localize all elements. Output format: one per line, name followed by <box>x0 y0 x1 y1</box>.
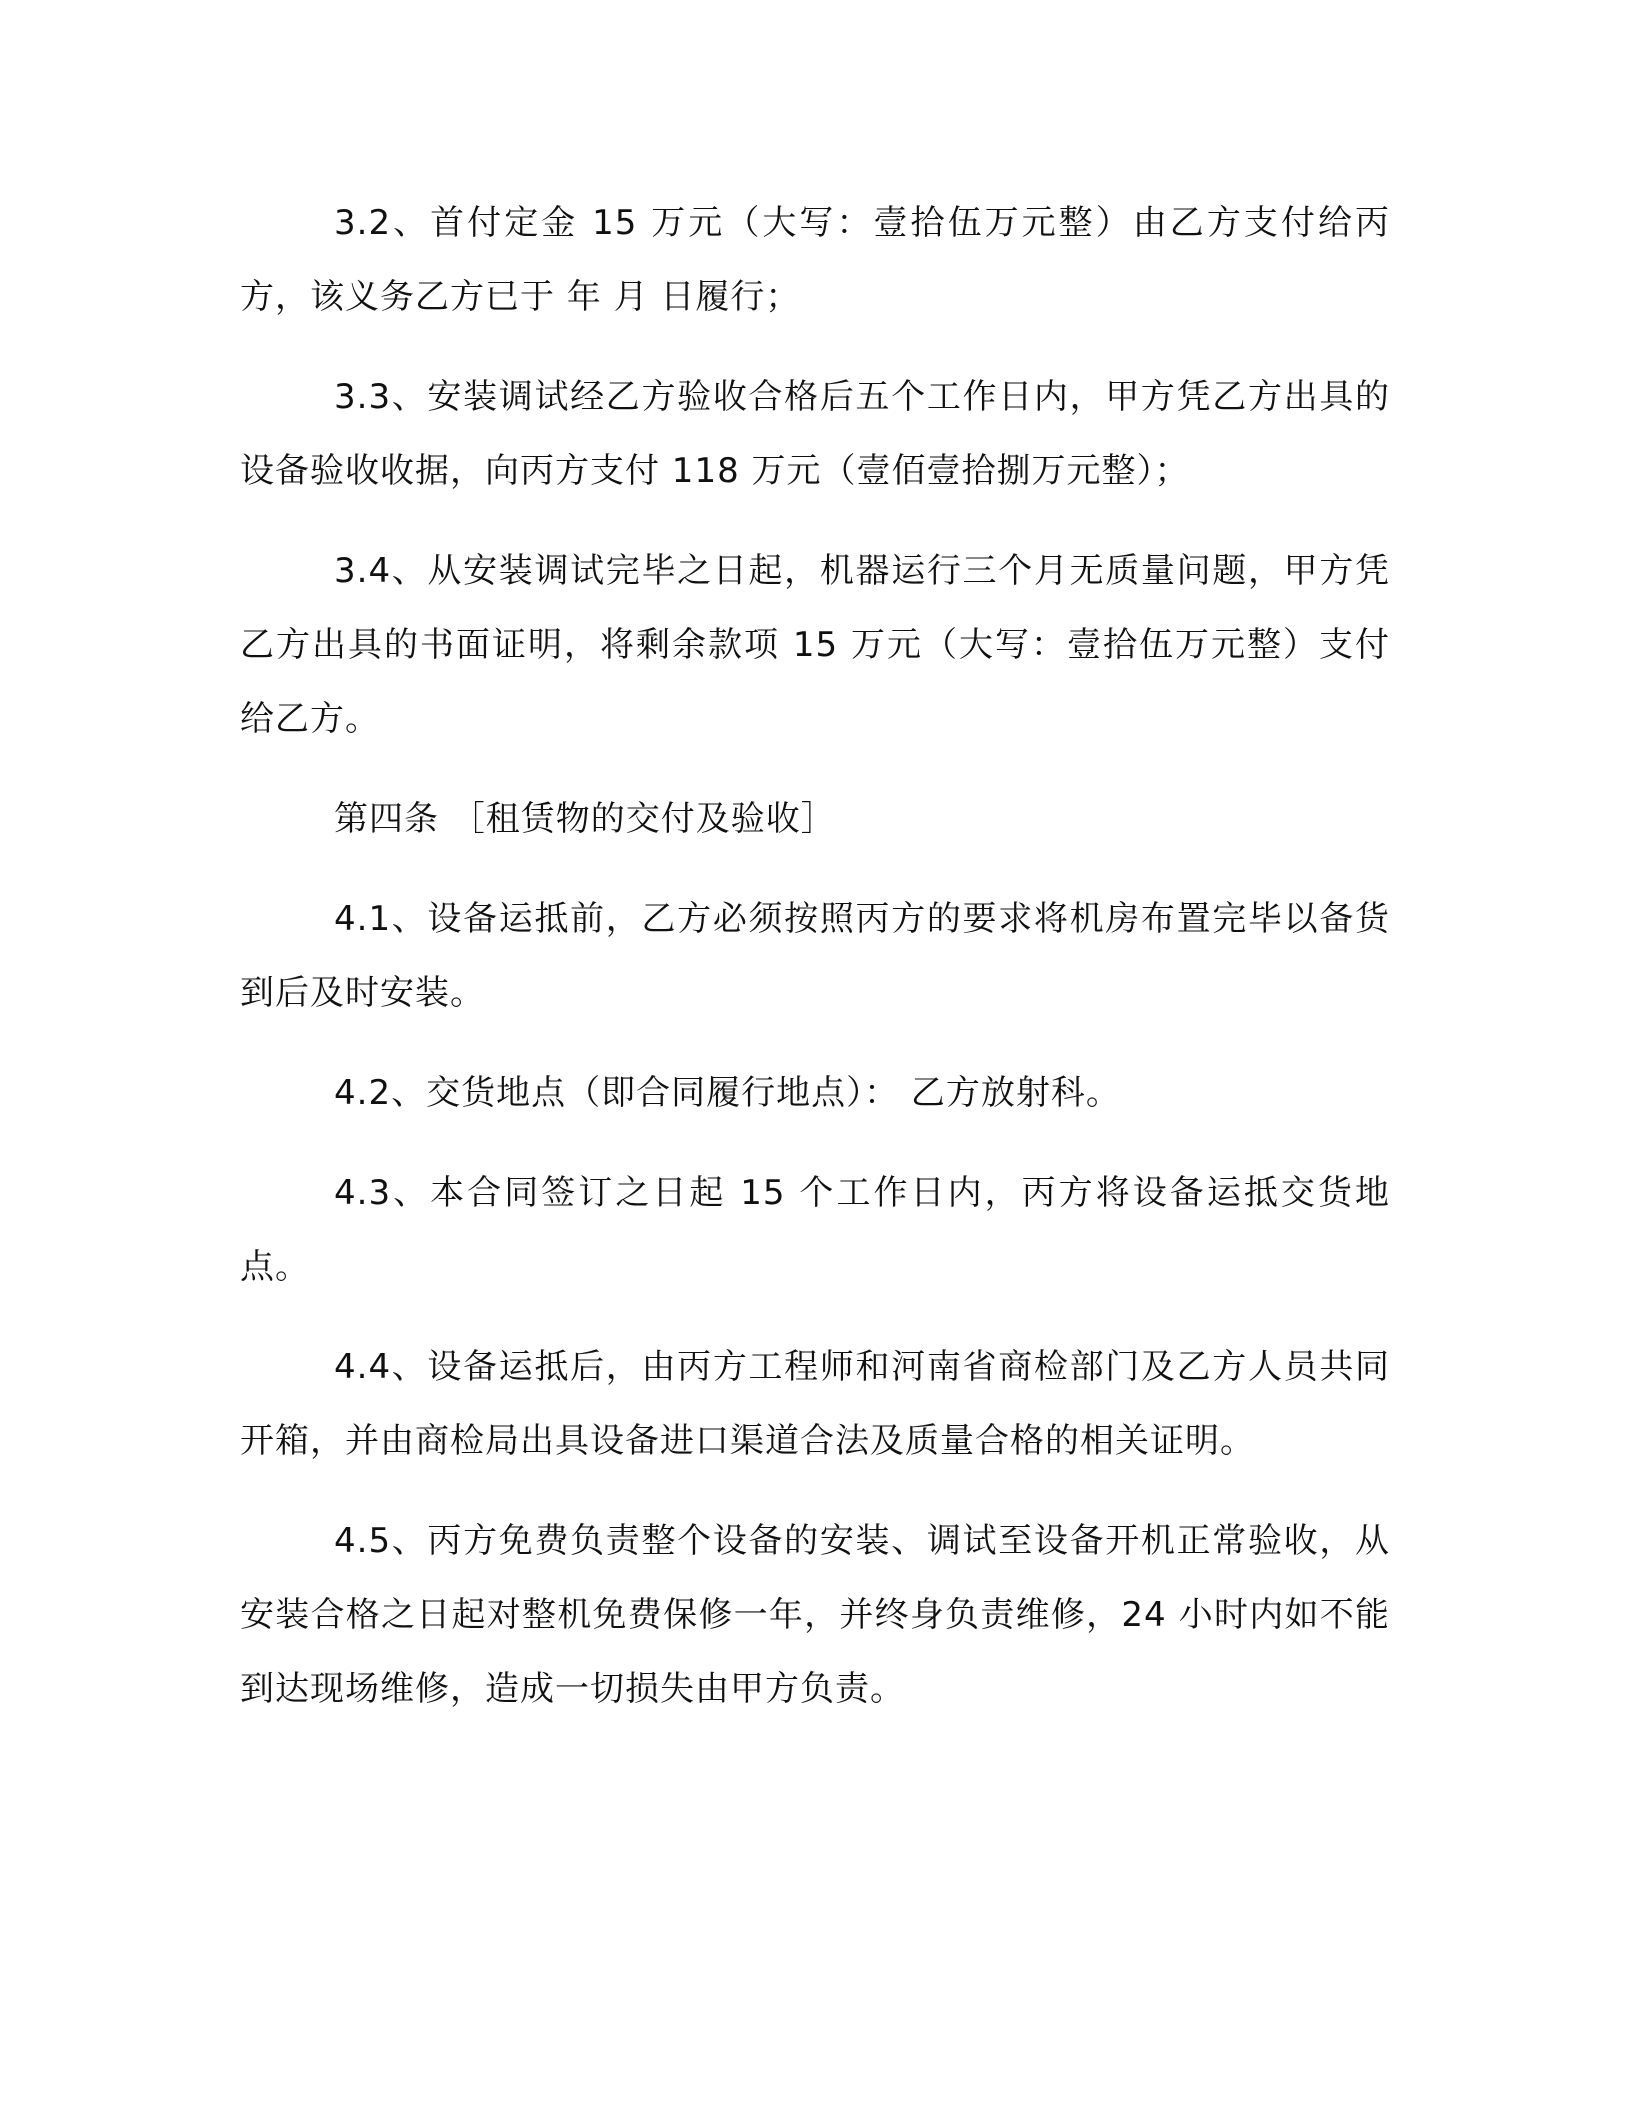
clause-4-3: 4.3、本合同签订之日起 15 个工作日内，丙方将设备运抵交货地点。 <box>240 1173 1390 1287</box>
clause-3-2: 3.2、首付定金 15 万元（大写：壹拾伍万元整）由乙方支付给丙方，该义务乙方已于 年 月 日履行； <box>240 203 1390 317</box>
clause-4-1: 4.1、设备运抵前，乙方必须按照丙方的要求将机房布置完毕以备货到后及时安装。 <box>240 899 1390 1013</box>
clause-4-2: 4.2、交货地点（即合同履行地点）： 乙方放射科。 <box>334 1073 1121 1113</box>
article-4-heading: 第四条 ［租赁物的交付及验收］ <box>334 799 836 839</box>
clause-4-5: 4.5、丙方免费负责整个设备的安装、调试至设备开机正常验收，从安装合格之日起对整机免费保修一年，并终身负责维修，24 小时内如不能到达现场维修，造成一切损失由甲方负责。 <box>240 1521 1390 1709</box>
clause-4-4: 4.4、设备运抵后，由丙方工程师和河南省商检部门及乙方人员共同开箱，并由商检局出具设备进口渠道合法及质量合格的相关证明。 <box>240 1347 1390 1461</box>
clause-3-4: 3.4、从安装调试完毕之日起，机器运行三个月无质量问题，甲方凭乙方出具的书面证明，将剩余款项 15 万元（大写：壹拾伍万元整）支付给乙方。 <box>240 551 1390 739</box>
clause-3-3: 3.3、安装调试经乙方验收合格后五个工作日内，甲方凭乙方出具的设备验收收据，向丙方支付 118 万元（壹佰壹拾捌万元整）； <box>240 377 1390 491</box>
document-body <box>240 186 1390 1752</box>
